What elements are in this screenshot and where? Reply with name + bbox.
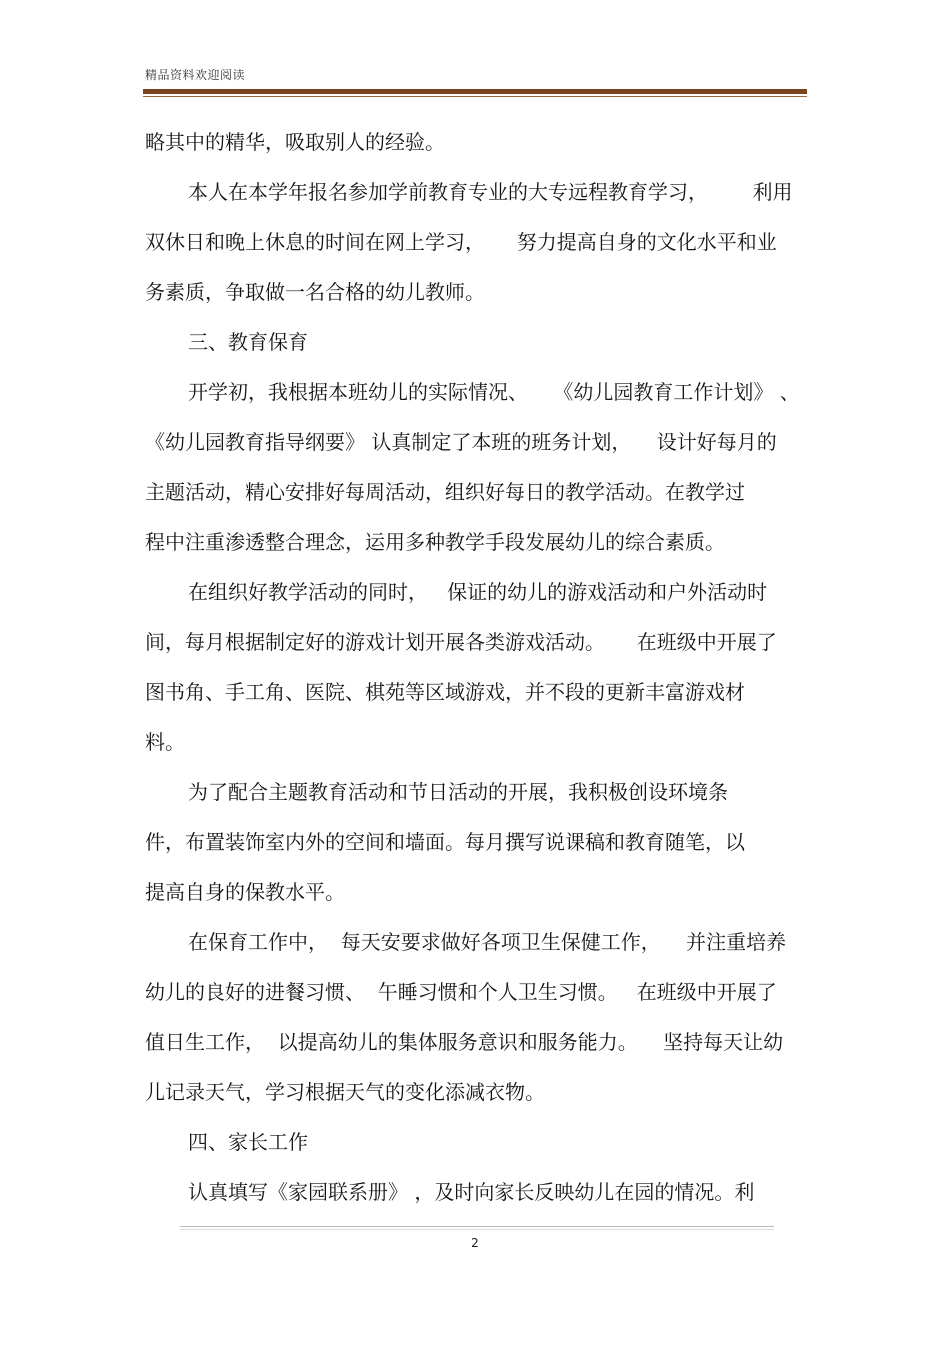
text-line: 程中注重渗透整合理念，运用多种教学手段发展幼儿的综合素质。 xyxy=(145,530,725,554)
text-line: 略其中的精华，吸取别人的经验。 xyxy=(145,130,445,154)
text-line: 务素质，争取做一名合格的幼儿教师。 xyxy=(145,280,485,304)
text-line: 在保育工作中， 每天安要求做好各项卫生保健工作， 并注重培养 xyxy=(188,930,787,954)
text-line: 《幼儿园教育指导纲要》 认真制定了本班的班务计划， 设计好每月的 xyxy=(145,430,777,454)
header-rule-thin xyxy=(143,96,807,97)
footer-rule-secondary xyxy=(180,1229,774,1230)
text-line: 间，每月根据制定好的游戏计划开展各类游戏活动。 在班级中开展了 xyxy=(145,630,777,654)
text-line: 件，布置装饰室内外的空间和墙面。每月撰写说课稿和教育随笔，以 xyxy=(145,830,745,854)
text-line: 认真填写《家园联系册》 ，及时向家长反映幼儿在园的情况。利 xyxy=(188,1180,755,1204)
text-line: 本人在本学年报名参加学前教育专业的大专远程教育学习， 利用 xyxy=(188,180,793,204)
text-line: 主题活动，精心安排好每周活动，组织好每日的教学活动。在教学过 xyxy=(145,480,745,504)
text-line: 双休日和晚上休息的时间在网上学习， 努力提高自身的文化水平和业 xyxy=(145,230,777,254)
footer-rule xyxy=(180,1226,774,1227)
text-line: 幼儿的良好的进餐习惯、 午睡习惯和个人卫生习惯。 在班级中开展了 xyxy=(145,980,777,1004)
header-label: 精品资料欢迎阅读 xyxy=(145,68,246,82)
page-number: 2 xyxy=(471,1236,479,1250)
text-line: 值日生工作， 以提高幼儿的集体服务意识和服务能力。 坚持每天让幼 xyxy=(145,1030,784,1054)
text-line: 在组织好教学活动的同时， 保证的幼儿的游戏活动和户外活动时 xyxy=(188,580,768,604)
section-heading: 四、家长工作 xyxy=(188,1130,308,1154)
text-line: 提高自身的保教水平。 xyxy=(145,880,345,904)
header-rule-thick xyxy=(143,89,807,94)
section-heading: 三、教育保育 xyxy=(188,330,308,354)
text-line: 图书角、手工角、医院、棋苑等区域游戏，并不段的更新丰富游戏材 xyxy=(145,680,745,704)
text-line: 料。 xyxy=(145,730,185,754)
text-line: 儿记录天气，学习根据天气的变化添减衣物。 xyxy=(145,1080,545,1104)
text-line: 为了配合主题教育活动和节日活动的开展，我积极创设环境条 xyxy=(188,780,728,804)
text-line: 开学初，我根据本班幼儿的实际情况、 《幼儿园教育工作计划》 、 xyxy=(188,380,800,404)
